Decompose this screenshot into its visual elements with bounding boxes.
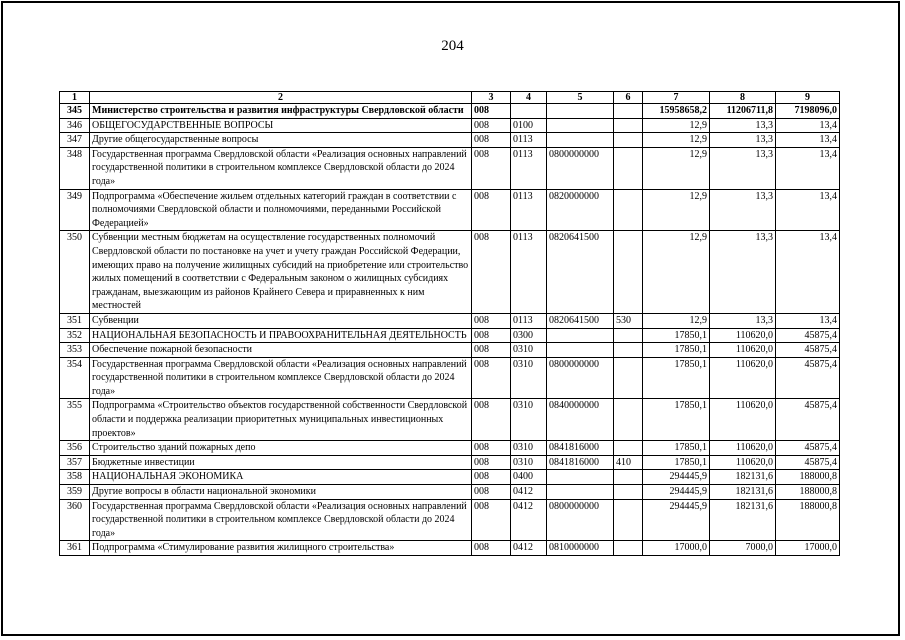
table-row bbox=[60, 104, 840, 119]
table-row bbox=[60, 541, 840, 556]
row-number-cell: 356 bbox=[60, 441, 90, 456]
row-number-cell: 360 bbox=[60, 499, 90, 541]
row-number-cell: 361 bbox=[60, 541, 90, 556]
table-row bbox=[60, 499, 840, 541]
row-name-cell: Государственная программа Свердловской области «Реализация основных направлений государственной политики в строительном комплексе Свердловской области до 2024 года» bbox=[90, 147, 472, 189]
header-row bbox=[60, 92, 840, 104]
target-code-cell bbox=[547, 328, 614, 343]
target-code-cell: 0810000000 bbox=[547, 541, 614, 556]
section-code-cell: 0310 bbox=[511, 399, 547, 441]
row-number-cell: 346 bbox=[60, 118, 90, 133]
expense-type-cell bbox=[614, 328, 643, 343]
admin-code-cell: 008 bbox=[472, 541, 511, 556]
expense-type-cell bbox=[614, 470, 643, 485]
admin-code-cell: 008 bbox=[472, 441, 511, 456]
expense-type-cell bbox=[614, 499, 643, 541]
amount-2020-cell: 12,9 bbox=[643, 147, 710, 189]
target-code-cell: 0800000000 bbox=[547, 499, 614, 541]
section-code-cell: 0113 bbox=[511, 133, 547, 148]
target-code-cell: 0820641500 bbox=[547, 231, 614, 314]
table-row bbox=[60, 313, 840, 328]
target-code-cell bbox=[547, 104, 614, 119]
row-name-cell: ОБЩЕГОСУДАРСТВЕННЫЕ ВОПРОСЫ bbox=[90, 118, 472, 133]
target-code-cell bbox=[547, 133, 614, 148]
row-number-cell: 348 bbox=[60, 147, 90, 189]
table-row bbox=[60, 357, 840, 399]
row-name-cell: Обеспечение пожарной безопасности bbox=[90, 343, 472, 358]
expense-type-cell bbox=[614, 357, 643, 399]
table-row bbox=[60, 231, 840, 314]
admin-code-cell: 008 bbox=[472, 328, 511, 343]
table-row bbox=[60, 133, 840, 148]
admin-code-cell: 008 bbox=[472, 399, 511, 441]
target-code-cell: 0800000000 bbox=[547, 147, 614, 189]
amount-2020-cell: 12,9 bbox=[643, 231, 710, 314]
row-number-cell: 355 bbox=[60, 399, 90, 441]
row-number-cell: 352 bbox=[60, 328, 90, 343]
amount-2022-cell: 45875,4 bbox=[776, 357, 840, 399]
section-code-cell: 0310 bbox=[511, 441, 547, 456]
expense-type-cell: 410 bbox=[614, 455, 643, 470]
amount-2022-cell: 13,4 bbox=[776, 313, 840, 328]
header-cell: 6 bbox=[614, 92, 643, 104]
row-number-cell: 349 bbox=[60, 189, 90, 231]
page-number: 204 bbox=[441, 38, 464, 54]
amount-2022-cell: 13,4 bbox=[776, 133, 840, 148]
admin-code-cell: 008 bbox=[472, 147, 511, 189]
amount-2020-cell: 17850,1 bbox=[643, 343, 710, 358]
section-code-cell: 0310 bbox=[511, 343, 547, 358]
row-name-cell: Субвенции bbox=[90, 313, 472, 328]
section-code-cell: 0113 bbox=[511, 147, 547, 189]
row-name-cell: Подпрограмма «Стимулирование развития жилищного строительства» bbox=[90, 541, 472, 556]
amount-2022-cell: 45875,4 bbox=[776, 455, 840, 470]
amount-2020-cell: 294445,9 bbox=[643, 499, 710, 541]
amount-2022-cell: 17000,0 bbox=[776, 541, 840, 556]
budget-table bbox=[59, 91, 840, 556]
target-code-cell: 0820641500 bbox=[547, 313, 614, 328]
row-name-cell: Другие вопросы в области национальной экономики bbox=[90, 485, 472, 500]
amount-2020-cell: 17850,1 bbox=[643, 357, 710, 399]
row-name-cell: Подпрограмма «Строительство объектов государственной собственности Свердловской области и поддержка реализации приоритетных муниципальных инвестиционных проектов» bbox=[90, 399, 472, 441]
expense-type-cell bbox=[614, 541, 643, 556]
target-code-cell: 0841816000 bbox=[547, 441, 614, 456]
section-code-cell: 0113 bbox=[511, 231, 547, 314]
table-row bbox=[60, 118, 840, 133]
header-cell: 2 bbox=[90, 92, 472, 104]
amount-2022-cell: 188000,8 bbox=[776, 499, 840, 541]
row-number-cell: 358 bbox=[60, 470, 90, 485]
target-code-cell: 0820000000 bbox=[547, 189, 614, 231]
row-number-cell: 345 bbox=[60, 104, 90, 119]
amount-2021-cell: 13,3 bbox=[710, 118, 776, 133]
amount-2021-cell: 110620,0 bbox=[710, 343, 776, 358]
admin-code-cell: 008 bbox=[472, 470, 511, 485]
table-row bbox=[60, 189, 840, 231]
amount-2020-cell: 17850,1 bbox=[643, 328, 710, 343]
expense-type-cell bbox=[614, 485, 643, 500]
amount-2022-cell: 45875,4 bbox=[776, 441, 840, 456]
amount-2020-cell: 294445,9 bbox=[643, 470, 710, 485]
header-cell: 1 bbox=[60, 92, 90, 104]
amount-2021-cell: 110620,0 bbox=[710, 441, 776, 456]
amount-2022-cell: 45875,4 bbox=[776, 328, 840, 343]
row-name-cell: Государственная программа Свердловской области «Реализация основных направлений государственной политики в строительном комплексе Свердловской области до 2024 года» bbox=[90, 357, 472, 399]
row-name-cell: Бюджетные инвестиции bbox=[90, 455, 472, 470]
table-row bbox=[60, 455, 840, 470]
target-code-cell: 0800000000 bbox=[547, 357, 614, 399]
admin-code-cell: 008 bbox=[472, 343, 511, 358]
target-code-cell bbox=[547, 485, 614, 500]
amount-2020-cell: 15958658,2 bbox=[643, 104, 710, 119]
row-name-cell: Другие общегосударственные вопросы bbox=[90, 133, 472, 148]
amount-2020-cell: 12,9 bbox=[643, 133, 710, 148]
header-cell: 5 bbox=[547, 92, 614, 104]
table-row bbox=[60, 343, 840, 358]
table-body bbox=[60, 104, 840, 556]
amount-2021-cell: 110620,0 bbox=[710, 399, 776, 441]
row-name-cell: Строительство зданий пожарных депо bbox=[90, 441, 472, 456]
amount-2021-cell: 182131,6 bbox=[710, 499, 776, 541]
amount-2021-cell: 13,3 bbox=[710, 313, 776, 328]
table-row bbox=[60, 485, 840, 500]
admin-code-cell: 008 bbox=[472, 499, 511, 541]
table-row bbox=[60, 470, 840, 485]
row-name-cell: Министерство строительства и развития инфраструктуры Свердловской области bbox=[90, 104, 472, 119]
expense-type-cell: 530 bbox=[614, 313, 643, 328]
expense-type-cell bbox=[614, 231, 643, 314]
amount-2021-cell: 11206711,8 bbox=[710, 104, 776, 119]
section-code-cell: 0412 bbox=[511, 499, 547, 541]
header-cell: 3 bbox=[472, 92, 511, 104]
row-name-cell: НАЦИОНАЛЬНАЯ БЕЗОПАСНОСТЬ И ПРАВООХРАНИТЕЛЬНАЯ ДЕЯТЕЛЬНОСТЬ bbox=[90, 328, 472, 343]
row-name-cell: Государственная программа Свердловской области «Реализация основных направлений государственной политики в строительном комплексе Свердловской области до 2024 года» bbox=[90, 499, 472, 541]
admin-code-cell: 008 bbox=[472, 485, 511, 500]
amount-2021-cell: 110620,0 bbox=[710, 357, 776, 399]
amount-2022-cell: 13,4 bbox=[776, 147, 840, 189]
admin-code-cell: 008 bbox=[472, 231, 511, 314]
section-code-cell: 0113 bbox=[511, 189, 547, 231]
admin-code-cell: 008 bbox=[472, 104, 511, 119]
amount-2021-cell: 13,3 bbox=[710, 147, 776, 189]
row-name-cell: Подпрограмма «Обеспечение жильем отдельных категорий граждан в соответствии с полномочиями Свердловской области и полномочиями, переданными Российской Федерацией» bbox=[90, 189, 472, 231]
admin-code-cell: 008 bbox=[472, 118, 511, 133]
amount-2022-cell: 7198096,0 bbox=[776, 104, 840, 119]
row-number-cell: 354 bbox=[60, 357, 90, 399]
expense-type-cell bbox=[614, 399, 643, 441]
table-row bbox=[60, 328, 840, 343]
amount-2021-cell: 13,3 bbox=[710, 133, 776, 148]
section-code-cell bbox=[511, 104, 547, 119]
amount-2021-cell: 13,3 bbox=[710, 231, 776, 314]
amount-2020-cell: 17000,0 bbox=[643, 541, 710, 556]
amount-2020-cell: 17850,1 bbox=[643, 455, 710, 470]
section-code-cell: 0400 bbox=[511, 470, 547, 485]
row-number-cell: 347 bbox=[60, 133, 90, 148]
target-code-cell: 0841816000 bbox=[547, 455, 614, 470]
target-code-cell: 0840000000 bbox=[547, 399, 614, 441]
admin-code-cell: 008 bbox=[472, 313, 511, 328]
row-number-cell: 359 bbox=[60, 485, 90, 500]
amount-2020-cell: 12,9 bbox=[643, 189, 710, 231]
section-code-cell: 0113 bbox=[511, 313, 547, 328]
header-cell: 9 bbox=[776, 92, 840, 104]
expense-type-cell bbox=[614, 147, 643, 189]
row-number-cell: 353 bbox=[60, 343, 90, 358]
admin-code-cell: 008 bbox=[472, 357, 511, 399]
amount-2020-cell: 12,9 bbox=[643, 313, 710, 328]
row-number-cell: 350 bbox=[60, 231, 90, 314]
row-number-cell: 357 bbox=[60, 455, 90, 470]
expense-type-cell bbox=[614, 104, 643, 119]
section-code-cell: 0310 bbox=[511, 455, 547, 470]
header-cell: 8 bbox=[710, 92, 776, 104]
expense-type-cell bbox=[614, 343, 643, 358]
amount-2021-cell: 13,3 bbox=[710, 189, 776, 231]
table-row bbox=[60, 147, 840, 189]
section-code-cell: 0310 bbox=[511, 357, 547, 399]
header-cell: 4 bbox=[511, 92, 547, 104]
section-code-cell: 0100 bbox=[511, 118, 547, 133]
target-code-cell bbox=[547, 343, 614, 358]
target-code-cell bbox=[547, 118, 614, 133]
amount-2020-cell: 294445,9 bbox=[643, 485, 710, 500]
amount-2021-cell: 110620,0 bbox=[710, 328, 776, 343]
expense-type-cell bbox=[614, 441, 643, 456]
amount-2021-cell: 182131,6 bbox=[710, 470, 776, 485]
expense-type-cell bbox=[614, 189, 643, 231]
header-cell: 7 bbox=[643, 92, 710, 104]
amount-2021-cell: 110620,0 bbox=[710, 455, 776, 470]
amount-2022-cell: 45875,4 bbox=[776, 343, 840, 358]
expense-type-cell bbox=[614, 118, 643, 133]
table-row bbox=[60, 399, 840, 441]
amount-2022-cell: 13,4 bbox=[776, 118, 840, 133]
row-number-cell: 351 bbox=[60, 313, 90, 328]
target-code-cell bbox=[547, 470, 614, 485]
row-name-cell: НАЦИОНАЛЬНАЯ ЭКОНОМИКА bbox=[90, 470, 472, 485]
amount-2020-cell: 12,9 bbox=[643, 118, 710, 133]
amount-2020-cell: 17850,1 bbox=[643, 399, 710, 441]
admin-code-cell: 008 bbox=[472, 189, 511, 231]
amount-2022-cell: 188000,8 bbox=[776, 485, 840, 500]
amount-2022-cell: 45875,4 bbox=[776, 399, 840, 441]
amount-2021-cell: 7000,0 bbox=[710, 541, 776, 556]
row-name-cell: Субвенции местным бюджетам на осуществление государственных полномочий Свердловской области по постановке на учет и учету граждан Российской Федерации, имеющих право на получение жилищных субсидий на приобретение или строительство жилых помещений в соответствии с Федеральным законом о жилищных субсидиях гражданам, выезжающим из районов Крайнего Севера и приравненных к ним местностей bbox=[90, 231, 472, 314]
section-code-cell: 0300 bbox=[511, 328, 547, 343]
amount-2022-cell: 13,4 bbox=[776, 189, 840, 231]
amount-2021-cell: 182131,6 bbox=[710, 485, 776, 500]
expense-type-cell bbox=[614, 133, 643, 148]
admin-code-cell: 008 bbox=[472, 133, 511, 148]
section-code-cell: 0412 bbox=[511, 541, 547, 556]
table-row bbox=[60, 441, 840, 456]
section-code-cell: 0412 bbox=[511, 485, 547, 500]
admin-code-cell: 008 bbox=[472, 455, 511, 470]
amount-2022-cell: 188000,8 bbox=[776, 470, 840, 485]
amount-2020-cell: 17850,1 bbox=[643, 441, 710, 456]
amount-2022-cell: 13,4 bbox=[776, 231, 840, 314]
